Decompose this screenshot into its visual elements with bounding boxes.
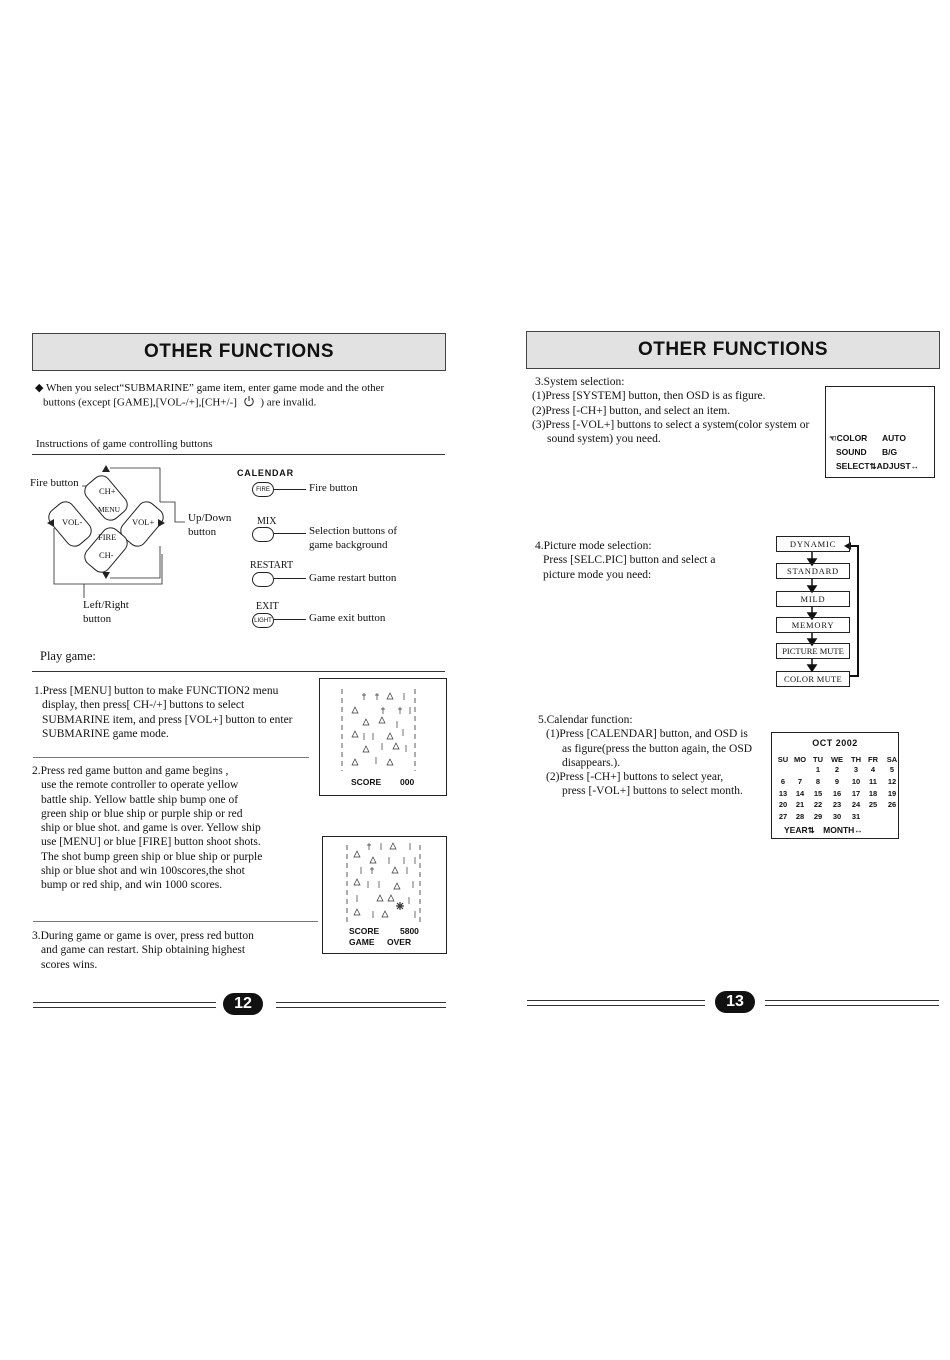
step1-text bbox=[34, 684, 319, 741]
picture-line: Press [SELC.PIC] button and select a bbox=[543, 554, 716, 567]
step2-line: ship or blue shot and win 100scores,the shot bbox=[41, 865, 245, 878]
up-down-label bbox=[188, 511, 231, 539]
intro-text bbox=[35, 381, 445, 411]
calendar-line: disappears.). bbox=[562, 756, 621, 769]
calendar-osd-footer bbox=[784, 825, 863, 836]
calendar-day-header: SU bbox=[777, 755, 789, 764]
calendar-date: 2 bbox=[834, 765, 840, 774]
screen2-over-label: OVER bbox=[387, 937, 412, 947]
system-line: (3)Press [-VOL+] buttons to select a system(color system or bbox=[532, 418, 810, 431]
calendar-day-header: TH bbox=[851, 755, 861, 764]
mix-label: MIX bbox=[257, 516, 277, 527]
right-page-number: 13 bbox=[715, 991, 755, 1013]
mode-dynamic: DYNAMIC bbox=[776, 536, 850, 552]
instructions-title: Instructions of game controlling buttons bbox=[36, 438, 213, 450]
calendar-date: 31 bbox=[851, 812, 861, 822]
mode-standard: STANDARD bbox=[776, 563, 850, 579]
ch-plus-label: CH+ bbox=[99, 486, 116, 496]
calendar-date: 27 bbox=[778, 812, 788, 822]
left-right-arrows-icon: ↔ bbox=[910, 461, 920, 471]
left-footer-line-b bbox=[276, 1002, 446, 1008]
system-line: (2)Press [-CH+] button, and select an item. bbox=[532, 404, 731, 417]
mode-picture-mute: PICTURE MUTE bbox=[776, 643, 850, 659]
step2-line: The shot bump green ship or blue ship or purple bbox=[41, 850, 263, 863]
mode-mild: MILD bbox=[776, 591, 850, 607]
calendar-date: 12 bbox=[887, 776, 897, 786]
intro-line-2b: ) are invalid. bbox=[260, 396, 317, 409]
system-line: 3.System selection: bbox=[535, 376, 625, 388]
calendar-label: CALENDAR bbox=[237, 468, 294, 478]
calendar-date: 6 bbox=[780, 776, 786, 786]
exit-desc: Game exit button bbox=[309, 612, 386, 624]
up-down-arrows-icon: ⇅ bbox=[869, 461, 877, 471]
calendar-date: 9 bbox=[834, 776, 840, 786]
calendar-date: 15 bbox=[813, 788, 823, 798]
mode-memory: MEMORY bbox=[776, 617, 850, 633]
step1-line: SUBMARINE game mode. bbox=[42, 727, 169, 740]
calendar-date: 13 bbox=[778, 788, 788, 798]
calendar-osd-title: OCT 2002 bbox=[812, 738, 858, 748]
screen1-score-label: SCORE bbox=[351, 777, 382, 787]
step1-divider bbox=[33, 757, 309, 758]
menu-label: MENU bbox=[98, 505, 121, 514]
calendar-date: 23 bbox=[832, 800, 842, 810]
play-game-divider bbox=[32, 671, 445, 672]
calendar-line: (2)Press [-CH+] buttons to select year, bbox=[546, 771, 724, 784]
exit-leader-line bbox=[274, 619, 306, 620]
exit-pill-button[interactable]: LIGHT bbox=[252, 613, 274, 628]
calendar-date: 25 bbox=[868, 800, 878, 810]
osd-sound-label: SOUND bbox=[836, 447, 867, 457]
restart-desc: Game restart button bbox=[309, 572, 397, 584]
mode-color-mute: COLOR MUTE bbox=[776, 671, 850, 687]
right-header-title: OTHER FUNCTIONS bbox=[637, 339, 829, 360]
calendar-day-header: MO bbox=[793, 755, 807, 764]
left-right-line2: button bbox=[83, 613, 112, 625]
step2-line: battle ship. Yellow battle ship bump one of bbox=[41, 793, 239, 806]
step2-line: use the remote controller to operate yellow bbox=[41, 779, 239, 792]
screen2-score-label: SCORE bbox=[349, 926, 380, 936]
right-footer-line-b bbox=[765, 1000, 939, 1006]
game-field-2 bbox=[323, 837, 446, 925]
fire-leader-line bbox=[274, 489, 306, 490]
restart-leader-line bbox=[274, 578, 306, 579]
fire-desc: Fire button bbox=[309, 482, 358, 494]
game-screen-1 bbox=[319, 678, 447, 796]
play-game-title: Play game: bbox=[40, 649, 96, 663]
step3-line: scores wins. bbox=[41, 958, 98, 971]
calendar-line: (1)Press [CALENDAR] button, and OSD is bbox=[546, 728, 748, 741]
step1-line: 1.Press [MENU] button to make FUNCTION2 menu bbox=[34, 685, 279, 697]
calendar-date: 7 bbox=[797, 776, 803, 786]
calendar-month-label: MONTH bbox=[823, 825, 855, 835]
intro-line-1: When you select“SUBMARINE” game item, enter game mode and the other bbox=[46, 382, 385, 394]
osd-select-label: SELECT bbox=[836, 461, 870, 471]
step2-line: green ship or blue ship or purple ship or red bbox=[41, 807, 243, 820]
calendar-date: 8 bbox=[815, 776, 821, 786]
vol-plus-label: VOL+ bbox=[132, 517, 155, 527]
mix-leader-line bbox=[274, 533, 306, 534]
remote-dpad-diagram bbox=[30, 462, 210, 612]
osd-adjust-label: ADJUST bbox=[876, 461, 911, 471]
left-header-title: OTHER FUNCTIONS bbox=[143, 341, 335, 362]
left-page-header bbox=[32, 333, 446, 371]
step2-line: use [MENU] or blue [FIRE] button shoot shots. bbox=[41, 836, 261, 849]
step3-text bbox=[32, 929, 317, 972]
calendar-date: 5 bbox=[889, 765, 895, 774]
screen1-score-value: 000 bbox=[400, 777, 415, 787]
osd-color-value: AUTO bbox=[882, 433, 906, 443]
calendar-date: 10 bbox=[851, 776, 861, 786]
calendar-date: 17 bbox=[851, 788, 861, 798]
mix-desc-line1: Selection buttons of bbox=[309, 525, 397, 537]
step2-text bbox=[32, 764, 322, 893]
up-down-arrows-icon: ⇅ bbox=[807, 825, 815, 835]
calendar-day-header: FR bbox=[868, 755, 878, 764]
osd-sound-value: B/G bbox=[882, 447, 898, 457]
calendar-date: 11 bbox=[869, 776, 877, 786]
system-line: (1)Press [SYSTEM] button, then OSD is as figure. bbox=[532, 390, 766, 403]
calendar-osd bbox=[771, 732, 899, 839]
system-line: sound system) you need. bbox=[547, 433, 661, 446]
osd-color-label: COLOR bbox=[836, 433, 868, 443]
step2-divider bbox=[33, 921, 318, 922]
ch-minus-label: CH- bbox=[99, 550, 114, 560]
left-right-line1: Left/Right bbox=[83, 599, 129, 611]
mix-desc-line2: game background bbox=[309, 539, 388, 551]
calendar-day-header: TU bbox=[813, 755, 823, 764]
right-footer-line-a bbox=[527, 1000, 705, 1006]
calendar-date: 16 bbox=[832, 788, 842, 798]
step1-line: display, then press[ CH-/+] buttons to select bbox=[42, 699, 245, 712]
calendar-text bbox=[538, 713, 773, 799]
calendar-date: 19 bbox=[887, 788, 897, 798]
calendar-date: 30 bbox=[832, 812, 842, 822]
fire-pill-button[interactable]: FIRE bbox=[252, 482, 274, 497]
game-field-1 bbox=[320, 679, 446, 774]
step2-line: 2.Press red game button and game begins , bbox=[32, 765, 229, 777]
power-icon bbox=[243, 395, 255, 411]
step2-line: bump or red ship, and win 1000 scores. bbox=[41, 879, 223, 892]
mix-pill-button[interactable] bbox=[252, 527, 274, 542]
up-down-line1: Up/Down bbox=[188, 512, 232, 524]
intro-line-2a: buttons (except [GAME],[VOL-/+],[CH+/-] bbox=[43, 396, 237, 409]
system-osd bbox=[825, 386, 935, 478]
calendar-date: 21 bbox=[795, 800, 805, 810]
calendar-grid bbox=[772, 755, 898, 825]
restart-label: RESTART bbox=[250, 560, 294, 571]
calendar-date: 4 bbox=[870, 765, 876, 774]
vol-minus-label: VOL- bbox=[62, 517, 83, 527]
calendar-date: 26 bbox=[887, 800, 897, 810]
exit-label: EXIT bbox=[256, 601, 279, 612]
picture-line: 4.Picture mode selection: bbox=[535, 540, 652, 552]
osd-color-row bbox=[829, 433, 867, 444]
screen2-game-label: GAME bbox=[349, 937, 375, 947]
left-page-number: 12 bbox=[223, 993, 263, 1015]
fire-button-label: Fire button bbox=[30, 477, 79, 489]
system-text bbox=[532, 375, 832, 446]
fire-center-label: FIRE bbox=[98, 532, 117, 542]
restart-pill-button[interactable] bbox=[252, 572, 274, 587]
step3-line: 3.During game or game is over, press red button bbox=[32, 930, 254, 942]
cursor-icon: ☜ bbox=[829, 433, 837, 443]
calendar-year-label: YEAR bbox=[784, 825, 808, 835]
instructions-divider bbox=[32, 454, 445, 455]
calendar-line: as figure(press the button again, the OSD bbox=[562, 742, 753, 755]
calendar-date: 18 bbox=[868, 788, 878, 798]
calendar-line: 5.Calendar function: bbox=[538, 714, 633, 726]
step2-line: ship or blue shot. and game is over. Yellow ship bbox=[41, 822, 261, 835]
picture-line: picture mode you need: bbox=[543, 568, 652, 581]
calendar-day-header: WE bbox=[830, 755, 844, 764]
calendar-date: 24 bbox=[851, 800, 861, 810]
left-right-arrows-icon: ↔ bbox=[854, 825, 863, 835]
screen2-score-value: 5800 bbox=[400, 926, 419, 936]
calendar-date: 28 bbox=[795, 812, 805, 822]
picture-text bbox=[535, 539, 755, 582]
mix-desc bbox=[309, 524, 397, 552]
calendar-line: press [-VOL+] buttons to select month. bbox=[562, 785, 743, 798]
left-right-label bbox=[83, 598, 129, 626]
up-down-line2: button bbox=[188, 526, 217, 538]
step1-line: SUBMARINE item, and press [VOL+] button to enter bbox=[42, 713, 293, 726]
calendar-date: 14 bbox=[795, 788, 805, 798]
calendar-date: 20 bbox=[778, 800, 788, 810]
bullet-diamond-icon: ◆ bbox=[35, 382, 44, 394]
game-screen-2 bbox=[322, 836, 447, 954]
osd-select-row bbox=[836, 461, 919, 472]
calendar-day-header: SA bbox=[886, 755, 898, 764]
calendar-date: 22 bbox=[813, 800, 823, 810]
calendar-date: 1 bbox=[815, 765, 821, 774]
right-page-header bbox=[526, 331, 940, 369]
calendar-date: 3 bbox=[853, 765, 859, 774]
left-footer-line-a bbox=[33, 1002, 216, 1008]
step3-line: and game can restart. Ship obtaining highest bbox=[41, 944, 246, 957]
calendar-date: 29 bbox=[813, 812, 823, 822]
